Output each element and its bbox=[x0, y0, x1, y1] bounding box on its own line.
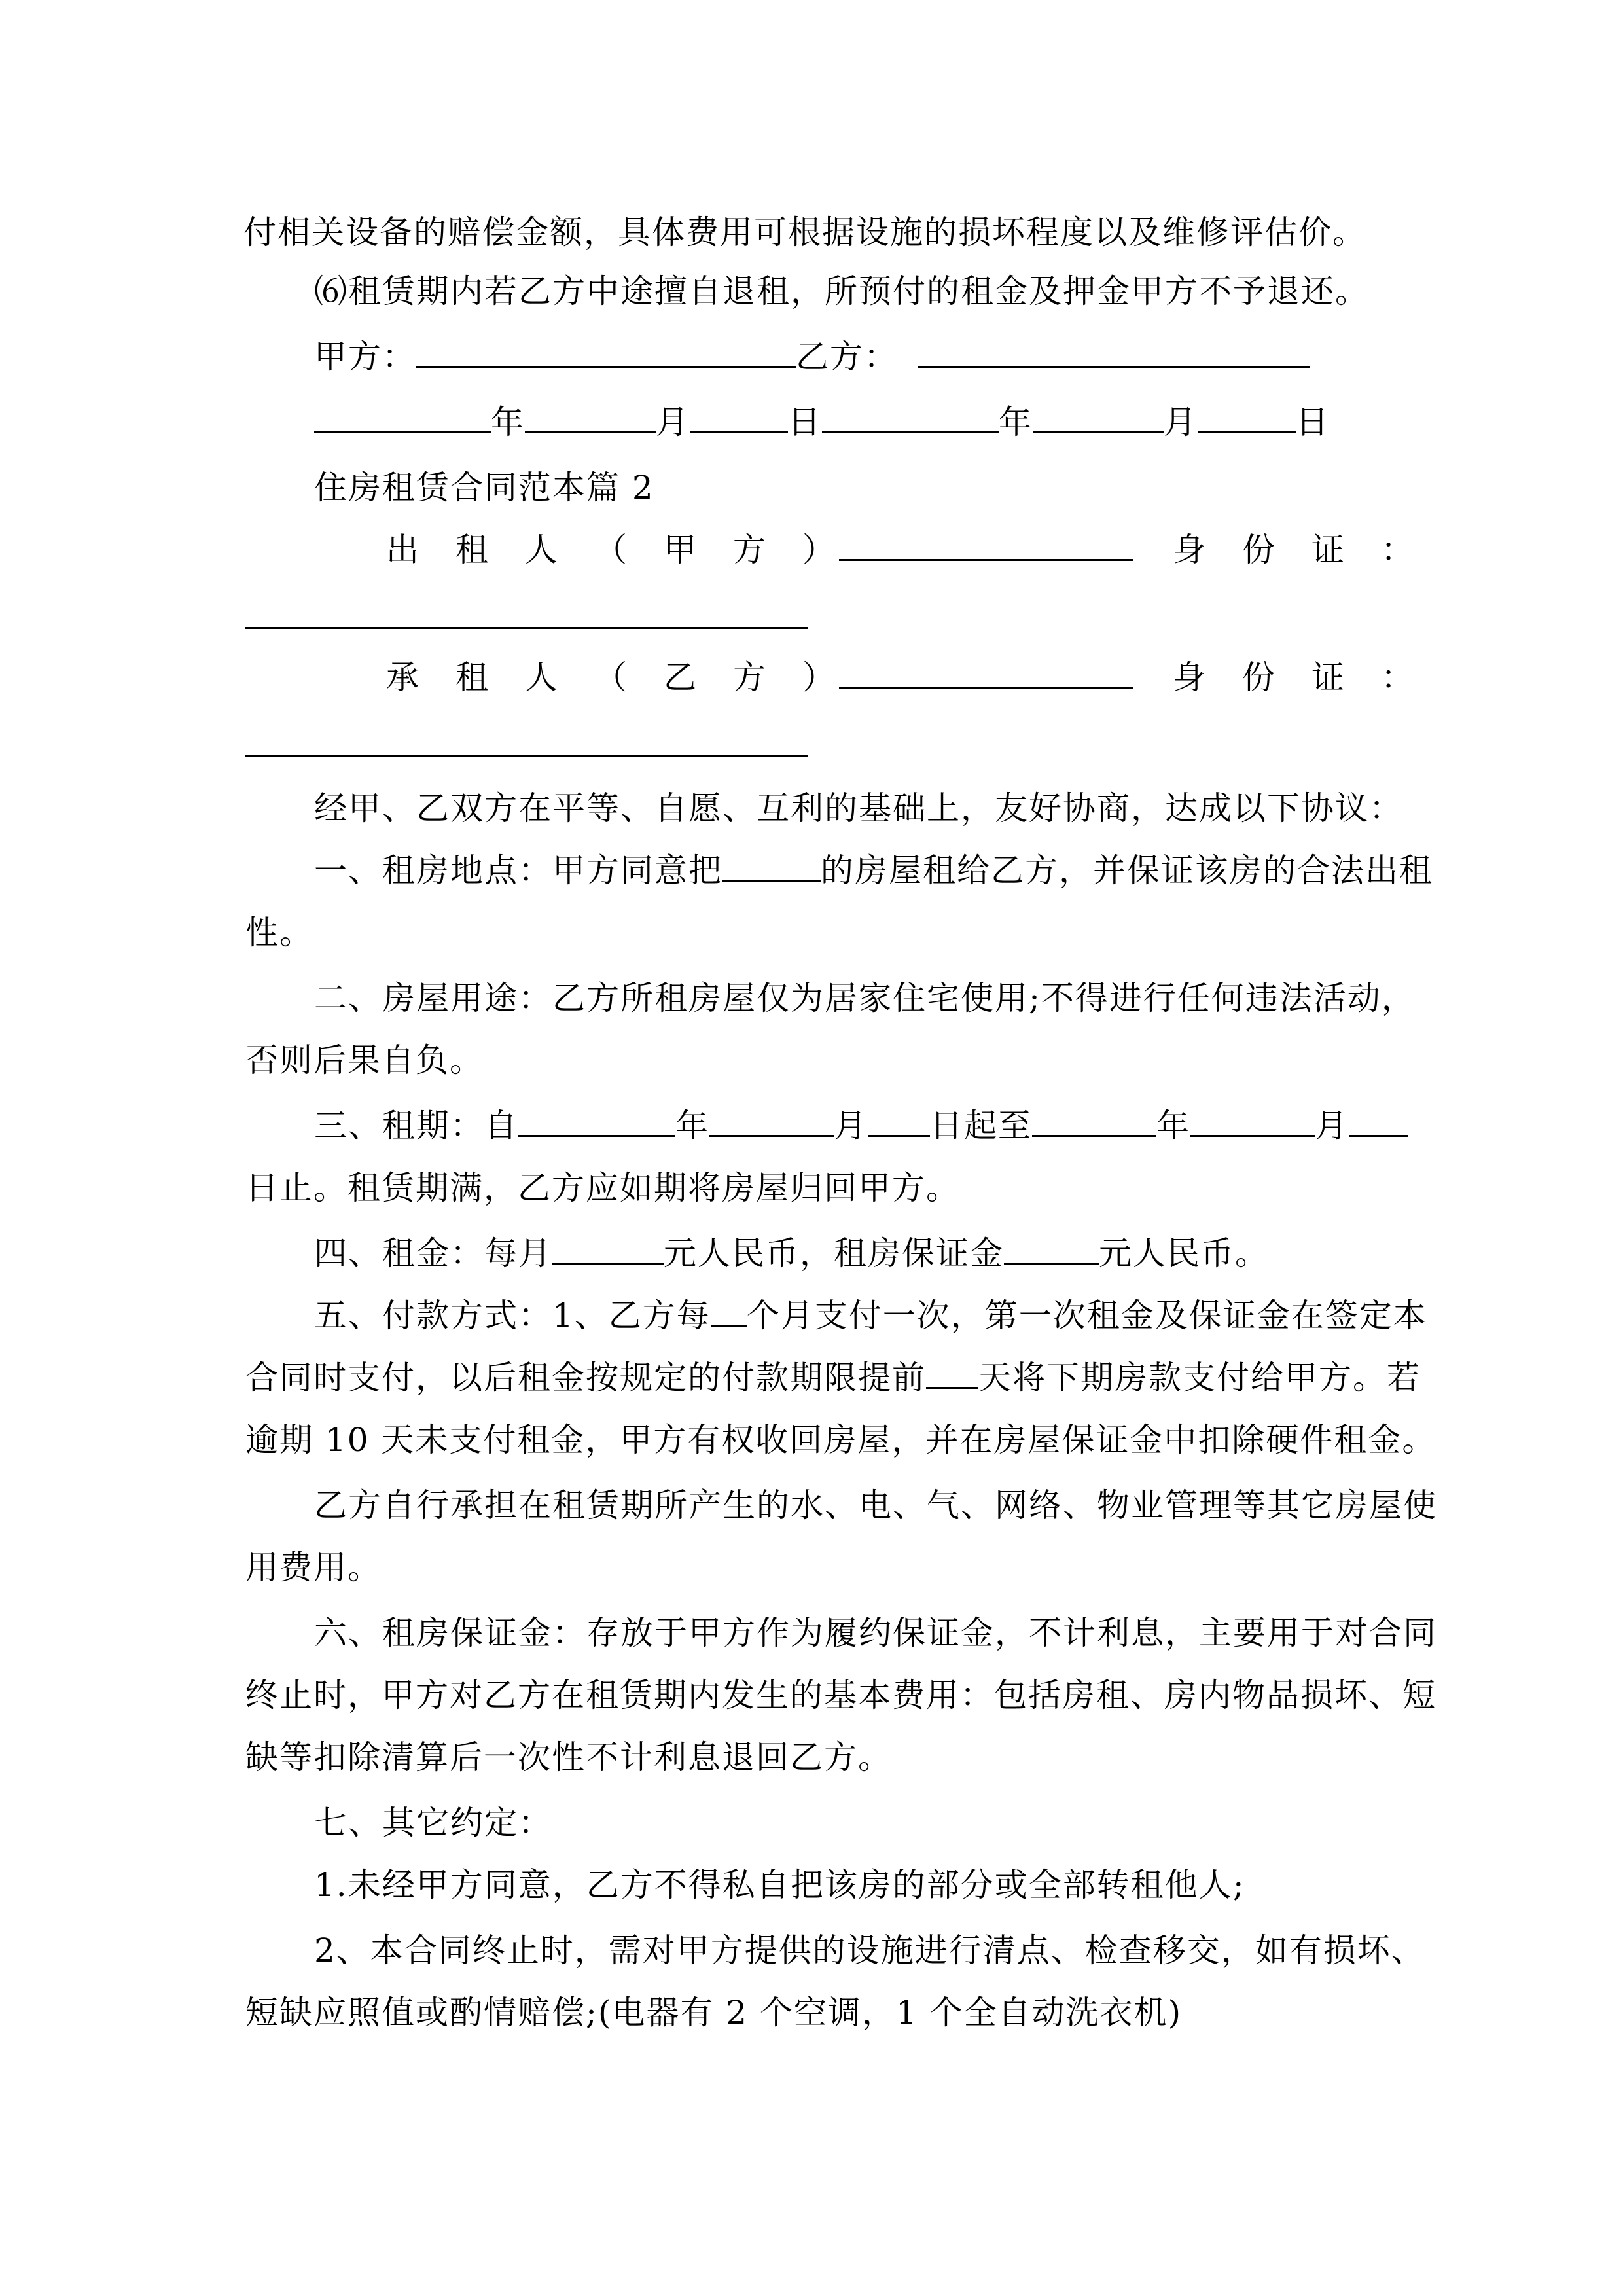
clause-1-text: 一、租房地点：甲方同意把 bbox=[314, 852, 722, 889]
clause-5-line bbox=[314, 1296, 1427, 1335]
year-label: 年 bbox=[491, 403, 525, 441]
clause-4-text: 元人民币。 bbox=[1099, 1234, 1269, 1272]
clause-2-line: 二、房屋用途：乙方所租房屋仅为居家住宅使用;不得进行任何违法活动， bbox=[314, 979, 1416, 1017]
rental-address-field[interactable] bbox=[722, 851, 821, 882]
id-card-label: 身份证： bbox=[1173, 531, 1450, 569]
clause-2-line: 否则后果自负。 bbox=[245, 1041, 484, 1079]
start-day-field[interactable] bbox=[868, 1106, 930, 1137]
month-label: 月 bbox=[656, 403, 690, 441]
clause-4-text: 元人民币，租房保证金 bbox=[664, 1234, 1004, 1272]
party-b-label: 乙方： bbox=[796, 338, 898, 376]
start-year-field[interactable] bbox=[518, 1106, 675, 1137]
clause-6-line: 六、租房保证金：存放于甲方作为履约保证金，不计利息，主要用于对合同 bbox=[314, 1614, 1437, 1652]
month-label: 月 bbox=[834, 1107, 868, 1145]
party-a-label: 甲方： bbox=[314, 338, 416, 376]
day-label: 日 bbox=[1296, 403, 1330, 441]
clause-4-text: 四、租金：每月 bbox=[314, 1234, 552, 1272]
lessor-name-field[interactable] bbox=[839, 530, 1133, 561]
clause-5-text: 天将下期房款支付给甲方。若 bbox=[978, 1359, 1421, 1397]
clause-6-line: 缺等扣除清算后一次性不计利息退回乙方。 bbox=[245, 1738, 892, 1776]
party-a-year-field[interactable] bbox=[314, 403, 491, 433]
party-b-day-field[interactable] bbox=[1198, 403, 1296, 433]
party-b-signature-field[interactable] bbox=[918, 337, 1310, 368]
party-b-year-field[interactable] bbox=[822, 403, 999, 433]
lessee-row bbox=[386, 658, 1450, 697]
clause-3-line: 日止。租赁期满，乙方应如期将房屋归回甲方。 bbox=[245, 1169, 960, 1207]
deposit-amount-field[interactable] bbox=[1004, 1234, 1099, 1265]
lessee-label: 承租人（乙方） bbox=[386, 658, 872, 696]
clause-4-line bbox=[314, 1234, 1269, 1273]
party-a-signature-field[interactable] bbox=[416, 337, 796, 368]
clause-6-line: ⑹租赁期内若乙方中途擅自退租，所预付的租金及押金甲方不予退还。 bbox=[314, 272, 1369, 310]
clause-1-line bbox=[314, 851, 1433, 890]
end-day-field[interactable] bbox=[1349, 1106, 1408, 1137]
year-label: 年 bbox=[1156, 1107, 1190, 1145]
start-month-field[interactable] bbox=[709, 1106, 834, 1137]
clause-5-line: 用费用。 bbox=[245, 1549, 382, 1587]
party-a-month-field[interactable] bbox=[525, 403, 656, 433]
clause-5-text: 个月支付一次，第一次租金及保证金在签定本 bbox=[746, 1297, 1427, 1335]
clause-7-item: 1.未经甲方同意，乙方不得私自把该房的部分或全部转租他人; bbox=[314, 1866, 1245, 1904]
date-row bbox=[314, 403, 1330, 442]
year-label: 年 bbox=[999, 403, 1033, 441]
party-a-day-field[interactable] bbox=[690, 403, 788, 433]
signature-row bbox=[314, 337, 1310, 376]
clause-5-text: 五、付款方式：1、乙方每 bbox=[314, 1297, 711, 1335]
monthly-rent-field[interactable] bbox=[552, 1234, 664, 1265]
lessor-label: 出租人（甲方） bbox=[386, 531, 872, 569]
advance-days-field[interactable] bbox=[926, 1358, 978, 1389]
clause-3-text: 三、租期：自 bbox=[314, 1107, 518, 1145]
year-label: 年 bbox=[675, 1107, 709, 1145]
payment-interval-field[interactable] bbox=[711, 1296, 747, 1327]
clause-7-heading: 七、其它约定： bbox=[314, 1804, 552, 1842]
clause-5-text: 合同时支付，以后租金按规定的付款期限提前 bbox=[245, 1359, 926, 1397]
clause-7-item: 短缺应照值或酌情赔偿;(电器有 2 个空调，1 个全自动洗衣机) bbox=[245, 1994, 1183, 2032]
clause-1-text: 的房屋租给乙方，并保证该房的合法出租 bbox=[821, 852, 1433, 889]
id-card-label: 身份证： bbox=[1173, 658, 1450, 696]
lessor-id-field[interactable] bbox=[245, 627, 808, 629]
lessor-row bbox=[386, 530, 1450, 569]
end-year-field[interactable] bbox=[1032, 1106, 1156, 1137]
end-month-field[interactable] bbox=[1190, 1106, 1315, 1137]
clause-1-line: 性。 bbox=[245, 914, 313, 952]
lessee-id-field[interactable] bbox=[245, 755, 808, 757]
clause-7-item: 2、本合同终止时，需对甲方提供的设施进行清点、检查移交，如有损坏、 bbox=[314, 1931, 1425, 1969]
lessee-name-field[interactable] bbox=[839, 658, 1133, 689]
clause-5-line: 逾期 10 天未支付租金，甲方有权收回房屋，并在房屋保证金中扣除硬件租金。 bbox=[245, 1421, 1436, 1459]
clause-5-line bbox=[245, 1358, 1421, 1397]
party-b-month-field[interactable] bbox=[1033, 403, 1164, 433]
intro-paragraph: 经甲、乙双方在平等、自愿、互利的基础上，友好协商，达成以下协议： bbox=[314, 789, 1403, 827]
month-label: 月 bbox=[1315, 1107, 1349, 1145]
clause-3-text: 日起至 bbox=[930, 1107, 1032, 1145]
paragraph-line: 付相关设备的赔偿金额，具体费用可根据设施的损坏程度以及维修评估价。 bbox=[243, 213, 1366, 251]
section-title: 住房租赁合同范本篇 2 bbox=[314, 469, 654, 507]
month-label: 月 bbox=[1164, 403, 1198, 441]
clause-6-line: 终止时，甲方对乙方在租赁期内发生的基本费用：包括房租、房内物品损坏、短 bbox=[245, 1676, 1436, 1714]
clause-3-line bbox=[314, 1106, 1408, 1145]
clause-5-line: 乙方自行承担在租赁期所产生的水、电、气、网络、物业管理等其它房屋使 bbox=[314, 1486, 1437, 1524]
day-label: 日 bbox=[788, 403, 822, 441]
